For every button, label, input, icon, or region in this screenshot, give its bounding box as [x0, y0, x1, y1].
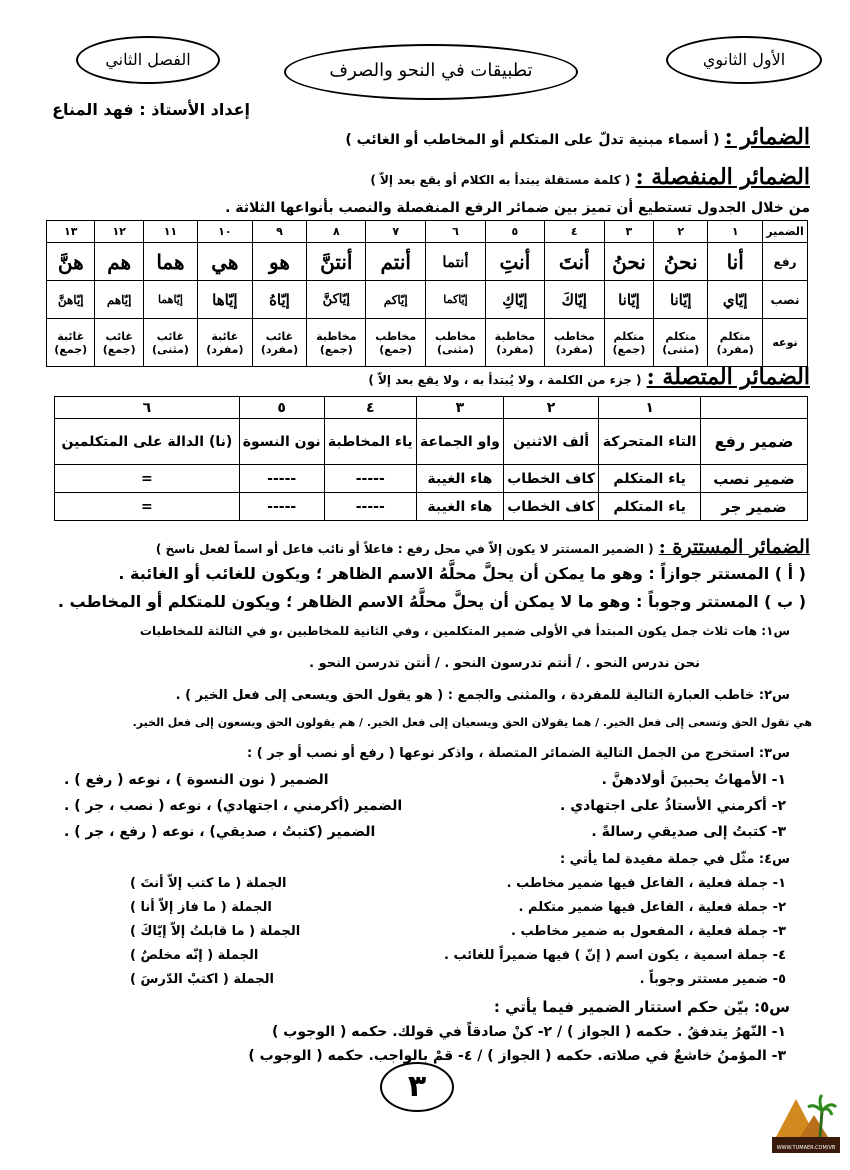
number-cell: ٢ [654, 221, 708, 243]
hidden-heading: الضمائر المستترة : [658, 536, 810, 558]
number-cell: ٤ [324, 397, 416, 419]
type-line: غائب [156, 329, 185, 343]
number-cell: ٨ [307, 221, 366, 243]
row-label: ضمير جر [701, 493, 808, 521]
type-cell [708, 319, 763, 367]
chapter-label: الفصل الثاني [105, 50, 191, 69]
attached-cell: هاء الغيبة [416, 465, 503, 493]
type-cell [366, 319, 426, 367]
separate-row [370, 164, 810, 190]
number-cell: ٣ [416, 397, 503, 419]
attached-cell: ----- [324, 465, 416, 493]
number-cell: ٦ [426, 221, 486, 243]
type-line: (مفرد) [555, 342, 593, 356]
type-line: (مثنى) [436, 342, 474, 356]
type-cell [654, 319, 708, 367]
header-label-cell: الضمير [763, 221, 808, 243]
row-label: رفع [763, 243, 808, 281]
table-row [55, 493, 808, 521]
number-cell: ١ [599, 397, 701, 419]
type-line: غائبة [211, 329, 239, 343]
type-line: غائب [105, 329, 133, 343]
table-row [55, 397, 808, 419]
q4-question: س٤: مثّل في جملة مفيدة لما يأتي : [559, 852, 790, 867]
separate-intro: من خلال الجدول تستطيع أن تميز بين ضمائر الرفع المنفصلة والنصب بأنواعها الثلاثة . [225, 200, 810, 216]
number-cell: ٢ [503, 397, 598, 419]
type-line: مخاطبة [316, 329, 357, 343]
type-cell [426, 319, 486, 367]
q4-prompt: ٢- جملة فعلية ، الفاعل فيها ضمير متكلم . [518, 900, 786, 915]
number-cell: ٤ [544, 221, 604, 243]
attached-definition: ( جزء من الكلمة ، ولا يُبتدأ به ، ولا يقع بعد إلاّ ) [368, 373, 642, 387]
subject-pronoun-cell: هنَّ [47, 243, 95, 281]
subject-pronoun-cell: أنتم [366, 243, 426, 281]
table-row [55, 465, 808, 493]
number-cell: ٧ [366, 221, 426, 243]
type-cell [252, 319, 307, 367]
subject-pronoun-cell: نحنُ [654, 243, 708, 281]
subject-pronoun-cell: هي [198, 243, 253, 281]
corner-cell [701, 397, 808, 419]
page-title: تطبيقات في النحو والصرف [329, 60, 533, 81]
object-pronoun-cell: إيّاي [708, 281, 763, 319]
number-cell: ١١ [143, 221, 197, 243]
number-cell: ٦ [55, 397, 240, 419]
q4-answer: الجملة ( ما قابلتُ إلاّ إيّاكَ ) [130, 924, 301, 939]
object-pronoun-cell: إيّانا [604, 281, 654, 319]
number-cell: ١٢ [95, 221, 143, 243]
type-line: (جمع) [54, 342, 88, 356]
subject-pronoun-cell: أنتِ [485, 243, 544, 281]
number-cell: ١٣ [47, 221, 95, 243]
separate-heading: الضمائر المنفصلة : [635, 164, 810, 190]
q1-answer: نحن ندرس النحو . / أنتم تدرسون النحو . / أنتن تدرسن النحو . [309, 656, 700, 671]
subject-pronoun-cell: هما [143, 243, 197, 281]
number-cell: ٥ [485, 221, 544, 243]
attached-cell: ياء المخاطبة [324, 419, 416, 465]
table-row [55, 419, 808, 465]
number-cell: ٣ [604, 221, 654, 243]
q3-sentence: ٢- أكرمني الأستاذُ على اجتهادي . [560, 798, 786, 814]
type-cell [143, 319, 197, 367]
type-line: (مفرد) [206, 342, 244, 356]
q5-line: ٣- المؤمنُ خاشعٌ في صلاته. حكمه ( الجواز ) / ٤- قمْ بالواجب. حكمه ( الوجوب ) [248, 1048, 786, 1064]
grade-oval [666, 36, 822, 84]
q4-prompt: ٣- جملة فعلية ، المفعول به ضمير مخاطب . [511, 924, 786, 939]
object-pronoun-cell: إيّاكَ [544, 281, 604, 319]
number-cell: ٥ [239, 397, 324, 419]
attached-cell: واو الجماعة [416, 419, 503, 465]
object-pronoun-cell: إيّاكم [366, 281, 426, 319]
q5-question: س٥: بيّن حكم استتار الضمير فيما يأتي : [493, 998, 790, 1016]
table-row [47, 243, 808, 281]
subject-pronoun-cell: هم [95, 243, 143, 281]
table-row [47, 281, 808, 319]
hidden-a: ( أ ) المستتر جوازاً : وهو ما يمكن أن يحلَّ محلَّهُ الاسم الظاهر ؛ ويكون للغائب أو الغائبة . [118, 564, 806, 583]
type-line: متكلم [719, 329, 751, 343]
type-line: (مفرد) [496, 342, 534, 356]
attached-row [368, 364, 810, 390]
subject-pronoun-cell: أنتَ [544, 243, 604, 281]
subject-pronoun-cell: هو [252, 243, 307, 281]
object-pronoun-cell: إيّاهم [95, 281, 143, 319]
q4-prompt: ٥- ضمير مستتر وجوباً . [639, 972, 786, 987]
type-line: غائب [265, 329, 294, 343]
attached-cell: (نا) الدالة على المتكلمين [55, 419, 240, 465]
object-pronoun-cell: إيّاهنَّ [47, 281, 95, 319]
author-line: إعداد الأستاذ : فهد المناع [52, 100, 250, 119]
attached-cell: = [55, 493, 240, 521]
q1-question: س١: هات ثلاث جمل يكون المبتدأ في الأولى ضمير المتكلمين ، وفي الثانية للمخاطبين ،و في الثالثة للمخاطبات [139, 624, 790, 638]
type-line: (مثنى) [662, 342, 700, 356]
type-line: مخاطبة [494, 329, 536, 343]
q4-answer: الجملة ( اكتبْ الدّرسَ ) [130, 972, 274, 987]
attached-cell: ياء المتكلم [599, 493, 701, 521]
attached-cell: كاف الخطاب [503, 465, 598, 493]
number-cell: ٩ [252, 221, 307, 243]
type-line: (مثنى) [151, 342, 189, 356]
type-cell [47, 319, 95, 367]
type-line: متكلم [665, 329, 697, 343]
q3-answer: الضمير ( نون النسوة ) ، نوعه ( رفع ) . [64, 772, 329, 788]
attached-cell: ----- [324, 493, 416, 521]
separate-pronouns-table [46, 220, 808, 367]
type-line: (جمع) [102, 342, 136, 356]
attached-cell: التاء المتحركة [599, 419, 701, 465]
type-cell [604, 319, 654, 367]
subject-pronoun-cell: نحنُ [604, 243, 654, 281]
type-cell [95, 319, 143, 367]
logo-url: WWW.TUMAER.COM/VB [776, 1145, 836, 1151]
q3-sentence: ٣- كتبتُ إلى صديقي رسالةً . [591, 824, 786, 840]
subject-pronoun-cell: أنتنَّ [307, 243, 366, 281]
q4-answer: الجملة ( ما فاز إلاّ أنا ) [130, 900, 272, 915]
q2-question: س٢: خاطب العبارة التالية للمفردة ، والمثنى والجمع : ( هو يقول الحق ويسعى إلى فعل الخير ) . [175, 688, 790, 703]
attached-cell: ياء المتكلم [599, 465, 701, 493]
q5-line: ١- النّهرُ يتدفقُ . حكمه ( الجواز ) / ٢- كنْ صادقاً في قولك. حكمه ( الوجوب ) [272, 1024, 786, 1040]
attached-cell: ----- [239, 493, 324, 521]
q4-prompt: ٤- جملة اسمية ، يكون اسم ( إنّ ) فيها ضميراً للغائب . [444, 948, 786, 963]
table-row [47, 319, 808, 367]
object-pronoun-cell: إيّاهُ [252, 281, 307, 319]
attached-cell: = [55, 465, 240, 493]
object-pronoun-cell: إيّاها [198, 281, 253, 319]
number-cell: ١٠ [198, 221, 253, 243]
object-pronoun-cell: إيّاكنَّ [307, 281, 366, 319]
type-line: مخاطب [375, 329, 417, 343]
hidden-definition: ( الضمير المستتر لا يكون إلاّ في محل رفع : فاعلاً أو نائب فاعل أو اسماً لفعل ناسخ ) [155, 542, 654, 556]
hidden-b: ( ب ) المستتر وجوباً : وهو ما لا يمكن أن يحلَّ محلَّهُ الاسم الظاهر ؛ ويكون للمتكلم أو المخاطب . [57, 592, 806, 611]
q3-answer: الضمير (أكرمني ، اجتهادي) ، نوعه ( نصب ، جر ) . [64, 798, 403, 814]
row-label: نصب [763, 281, 808, 319]
row-label: ضمير رفع [701, 419, 808, 465]
type-line: (جمع) [612, 342, 646, 356]
row-label: نوعه [763, 319, 808, 367]
attached-cell: كاف الخطاب [503, 493, 598, 521]
grade-label: الأول الثانوي [702, 50, 786, 69]
q3-answer: الضمير (كتبتُ ، صديقي) ، نوعه ( رفع ، جر ) . [64, 824, 376, 840]
attached-heading: الضمائر المتصلة : [646, 364, 810, 390]
type-line: (جمع) [379, 342, 413, 356]
pronouns-row [345, 124, 810, 150]
type-line: غائبة [57, 329, 85, 343]
type-line: مخاطب [553, 329, 595, 343]
chapter-oval [76, 36, 220, 84]
q4-answer: الجملة ( إنّه مخلصٌ ) [130, 948, 259, 963]
subject-pronoun-cell: أنا [708, 243, 763, 281]
object-pronoun-cell: إيّاكما [426, 281, 486, 319]
q3-question: س٣: استخرج من الجمل التالية الضمائر المتصلة ، واذكر نوعها ( رفع أو نصب أو جر ) : [247, 746, 790, 761]
attached-cell: ألف الاثنين [503, 419, 598, 465]
row-label: ضمير نصب [701, 465, 808, 493]
type-line: (مفرد) [260, 342, 299, 356]
page-number: ٣ [380, 1062, 454, 1112]
hidden-row [156, 536, 810, 558]
type-cell [544, 319, 604, 367]
site-logo-icon [770, 1085, 842, 1157]
type-line: متكلم [613, 329, 645, 343]
pronouns-heading: الضمائر : [724, 124, 810, 150]
attached-cell: هاء الغيبة [416, 493, 503, 521]
object-pronoun-cell: إيّانا [654, 281, 708, 319]
subject-pronoun-cell: أنتما [426, 243, 486, 281]
type-cell [485, 319, 544, 367]
type-cell [198, 319, 253, 367]
type-line: (جمع) [319, 342, 353, 356]
type-line: (مفرد) [716, 342, 754, 356]
q3-sentence: ١- الأمهاتُ يحببنَ أولادهنَّ . [601, 772, 786, 788]
pronouns-definition: ( أسماء مبنية تدلّ على المتكلم أو المخاطب أو الغائب ) [345, 132, 720, 148]
q2-answer: هي تقول الحق وتسعى إلى فعل الخير. / هما يقولان الحق ويسعيان إلى فعل الخير. / هم يقولون الحق ويسعون إلى فعل الخير. [132, 716, 812, 729]
attached-cell: ----- [239, 465, 324, 493]
type-cell [307, 319, 366, 367]
table-row [47, 221, 808, 243]
type-line: مخاطب [435, 329, 476, 343]
object-pronoun-cell: إيّاكِ [485, 281, 544, 319]
attached-cell: نون النسوة [239, 419, 324, 465]
q4-answer: الجملة ( ما كتب إلاّ أنتَ ) [130, 876, 287, 891]
object-pronoun-cell: إيّاهما [143, 281, 197, 319]
title-oval [284, 44, 578, 100]
attached-pronouns-table [54, 396, 808, 521]
q4-prompt: ١- جملة فعلية ، الفاعل فيها ضمير مخاطب . [506, 876, 786, 891]
number-cell: ١ [708, 221, 763, 243]
separate-definition: ( كلمة مستقلة يبتدأ به الكلام أو يقع بعد إلاّ ) [370, 173, 631, 187]
